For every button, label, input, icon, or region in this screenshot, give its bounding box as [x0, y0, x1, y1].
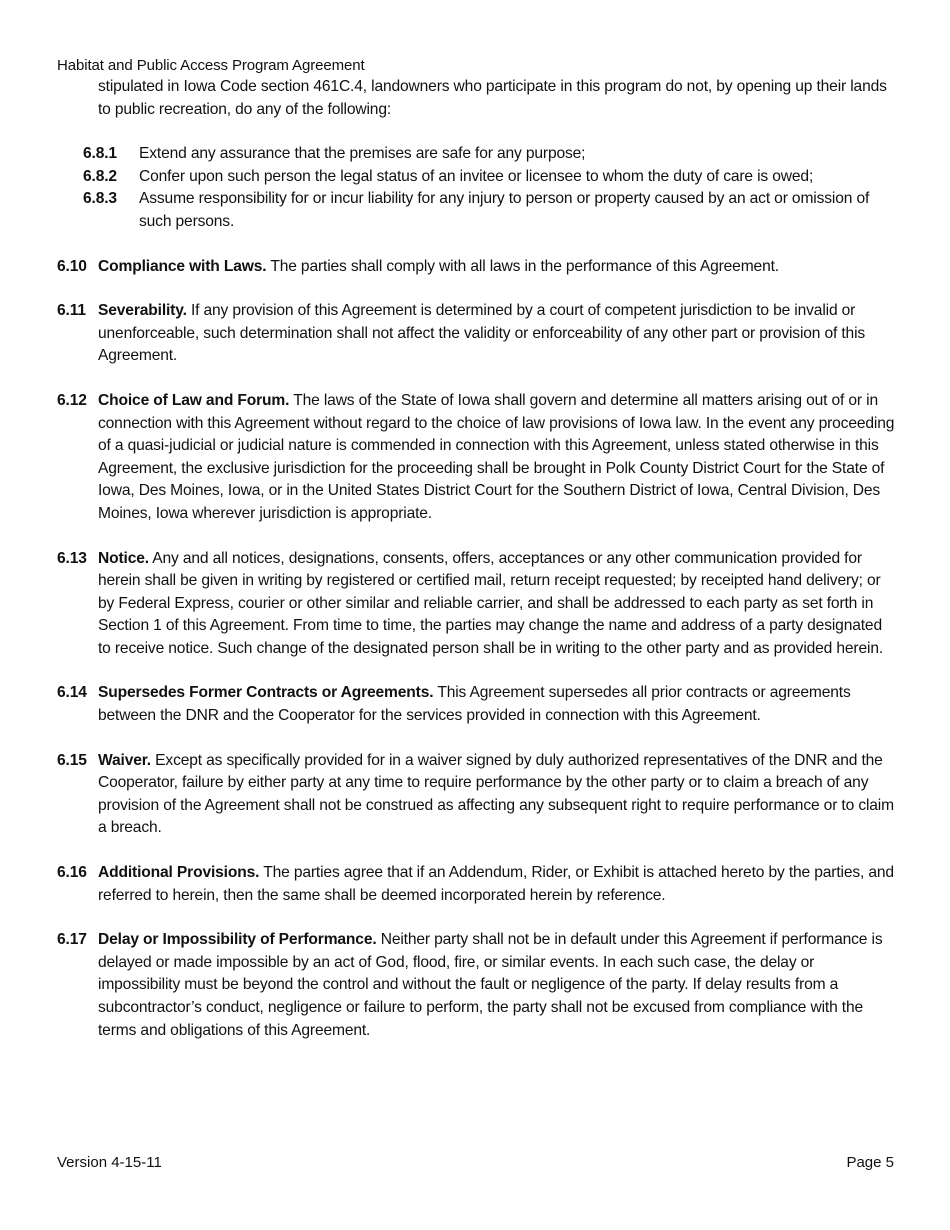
section-text: If any provision of this Agreement is determined by a court of competent jurisdiction to be invalid or unenforceable, such determination shall not affect the validity or enforceability of any other part or provision of this Agreement. [98, 302, 866, 365]
subsection-item [57, 143, 897, 166]
section-title: Delay or Impossibility of Performance. [98, 931, 377, 949]
subsection-text: Confer upon such person the legal status of an invitee or licensee to whom the duty of care is owed; [139, 167, 814, 185]
section-text: Except as specifically provided for in a waiver signed by duly authorized representatives of the DNR and the Cooperator, failure by either party at any time to require performance by the other party or to claim a breach of any provision of the Agreement shall not be construed as affecting any subsequent right to require performance or to claim a breach. [98, 751, 894, 837]
section-title: Choice of Law and Forum. [98, 391, 290, 409]
footer-page-number: Page 5 [846, 1154, 894, 1171]
section-title: Notice. [98, 549, 149, 567]
section-text: Neither party shall not be in default under this Agreement if performance is delayed or made impossible by an act of God, flood, fire, or similar events. In each such case, the delay or impossibility must be beyond the control and without the fault or negligence of the party. If delay results from a subcontractor’s conduct, negligence or failure to perform, the party shall not be excused from compliance with the terms and obligations of this Agreement. [98, 931, 883, 1039]
section-additional-provisions [57, 862, 897, 907]
section-title: Compliance with Laws. [98, 257, 267, 275]
section-number: 6.16 [57, 864, 87, 882]
section-number: 6.12 [57, 391, 87, 409]
section-delay-of-performance [57, 929, 897, 1042]
subsection-number: 6.8.1 [83, 145, 117, 163]
subsection-text: Assume responsibility for or incur liability for any injury to person or property caused by an act or omission of such persons. [139, 190, 870, 230]
subsection-number: 6.8.3 [83, 190, 117, 208]
section-text: The parties agree that if an Addendum, Rider, or Exhibit is attached hereto by the parties, and referred to herein, then the same shall be deemed incorporated herein by reference. [98, 864, 894, 904]
document-body [57, 76, 897, 1042]
subsection-text: Extend any assurance that the premises are safe for any purpose; [139, 145, 586, 163]
section-title: Waiver. [98, 751, 151, 769]
section-number: 6.10 [57, 257, 87, 275]
section-compliance-with-laws [57, 256, 897, 279]
section-title: Supersedes Former Contracts or Agreements. [98, 684, 434, 702]
section-text: The parties shall comply with all laws in the performance of this Agreement. [270, 257, 779, 275]
section-number: 6.14 [57, 684, 87, 702]
subsection-number: 6.8.2 [83, 167, 117, 185]
section-choice-of-law [57, 390, 897, 526]
section-text: Any and all notices, designations, consents, offers, acceptances or any other communication provided for herein shall be given in writing by registered or certified mail, return receipt requested; by receipted hand delivery; or by Federal Express, courier or other similar and reliable carrier, and shall be addressed to each party as set forth in Section 1 of this Agreement. From time to time, the parties may change the name and address of a party designated to receive notice. Such change of the designated person shall be in writing to the other party and as provided herein. [98, 549, 884, 657]
section-number: 6.15 [57, 751, 87, 769]
subsection-item [57, 188, 897, 233]
section-supersedes [57, 682, 897, 727]
section-severability [57, 300, 897, 368]
subsection-item [57, 166, 897, 189]
page-header-title: Habitat and Public Access Program Agreement [57, 57, 365, 74]
section-text: This Agreement supersedes all prior contracts or agreements between the DNR and the Cooperator for the services provided in connection with this Agreement. [98, 684, 851, 725]
section-title: Additional Provisions. [98, 864, 260, 882]
subsection-list [57, 143, 897, 233]
section-number: 6.11 [57, 302, 86, 320]
footer-version: Version 4-15-11 [57, 1154, 162, 1171]
section-number: 6.17 [57, 931, 87, 949]
section-notice [57, 548, 897, 661]
section-text: The laws of the State of Iowa shall govern and determine all matters arising out of or in connection with this Agreement without regard to the choice of law provisions of Iowa law. In the event any proceeding of a quasi-judicial or judicial nature is commended in connection with this Agreement, unless stated otherwise in this Agreement, the exclusive jurisdiction for the proceeding shall be brought in Polk County District Court for the State of Iowa, Des Moines, Iowa, or in the United States District Court for the Southern District of Iowa, Central Division, Des Moines, Iowa wherever jurisdiction is appropriate. [98, 391, 895, 522]
section-number: 6.13 [57, 549, 87, 567]
section-title: Severability. [98, 302, 187, 320]
intro-paragraph: stipulated in Iowa Code section 461C.4, landowners who participate in this program do not, by opening up their lands to public recreation, do any of the following: [98, 78, 887, 118]
section-waiver [57, 750, 897, 840]
